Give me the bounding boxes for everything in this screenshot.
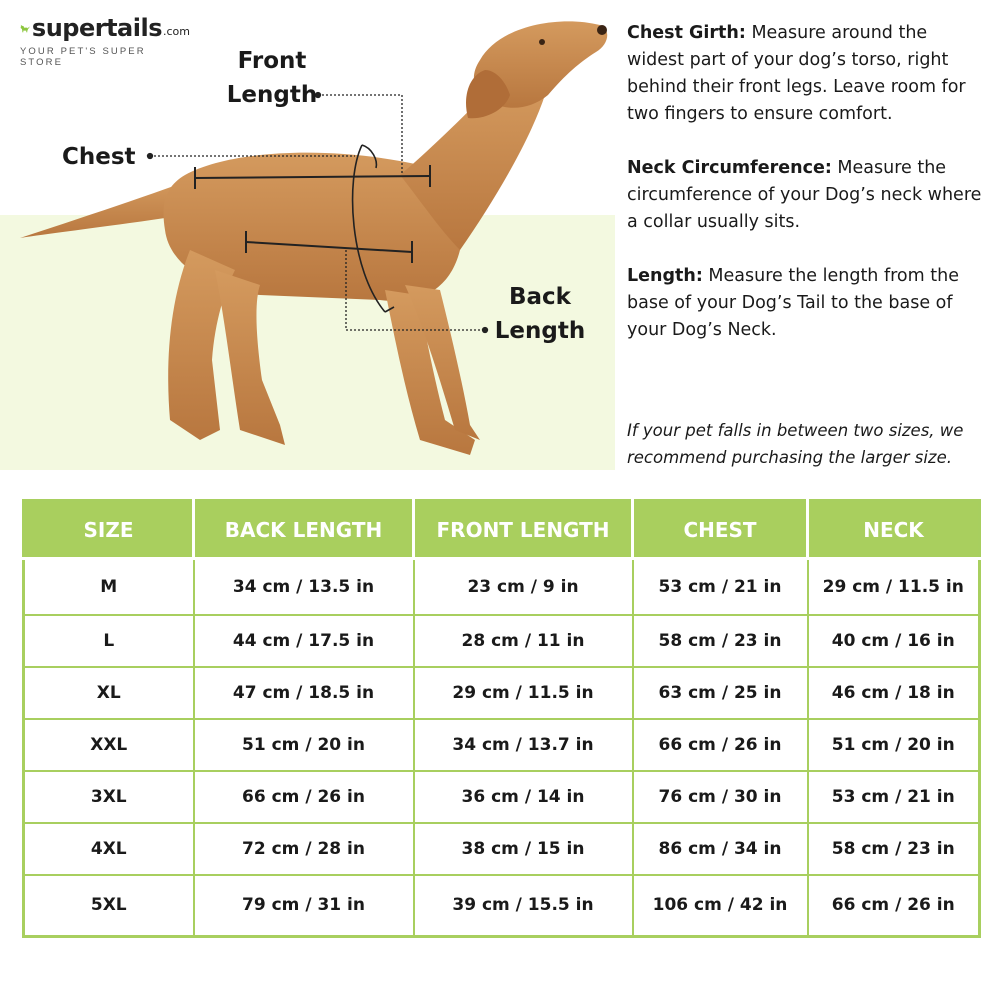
- header-front-length: FRONT LENGTH: [414, 501, 633, 559]
- cell-chest: 106 cm / 42 in: [633, 875, 808, 937]
- cell-neck: 51 cm / 20 in: [808, 719, 980, 771]
- cell-chest: 66 cm / 26 in: [633, 719, 808, 771]
- cell-chest: 86 cm / 34 in: [633, 823, 808, 875]
- cell-front-length: 23 cm / 9 in: [414, 559, 633, 615]
- instruction-text: Measure around the widest part of your dog’s torso, right behind their front legs. Leave room for two fingers to ensure comfort.: [627, 23, 966, 124]
- table-row: [24, 823, 980, 875]
- cell-neck: 53 cm / 21 in: [808, 771, 980, 823]
- cell-size: 4XL: [24, 823, 194, 875]
- cell-back-length: 44 cm / 17.5 in: [194, 615, 414, 667]
- cell-neck: 40 cm / 16 in: [808, 615, 980, 667]
- cell-front-length: 36 cm / 14 in: [414, 771, 633, 823]
- cell-size: XXL: [24, 719, 194, 771]
- brand-domain-suffix: .com: [163, 25, 190, 38]
- chest-girth-instruction: [627, 20, 989, 128]
- dog-eye: [539, 39, 545, 45]
- table-row: [24, 615, 980, 667]
- instruction-title: Neck Circumference:: [627, 158, 832, 178]
- cell-chest: 63 cm / 25 in: [633, 667, 808, 719]
- back-length-line2: Length: [494, 318, 586, 344]
- chest-callout: Chest: [62, 144, 136, 170]
- front-length-line2: Length: [226, 82, 318, 108]
- cell-size: 5XL: [24, 875, 194, 937]
- cell-neck: 58 cm / 23 in: [808, 823, 980, 875]
- cell-front-length: 34 cm / 13.7 in: [414, 719, 633, 771]
- size-chart-table: [22, 499, 981, 938]
- neck-instruction: [627, 155, 989, 236]
- cell-front-length: 28 cm / 11 in: [414, 615, 633, 667]
- brand-tagline: YOUR PET'S SUPER STORE: [20, 46, 146, 68]
- brand-name: supertails: [31, 14, 162, 42]
- table-row: [24, 719, 980, 771]
- cell-neck: 46 cm / 18 in: [808, 667, 980, 719]
- measurement-instructions: [627, 20, 989, 371]
- cell-back-length: 79 cm / 31 in: [194, 875, 414, 937]
- instruction-text: Measure the circumference of your Dog’s neck where a collar usually sits.: [627, 158, 982, 232]
- cell-neck: 66 cm / 26 in: [831, 895, 955, 916]
- cell-front-length: 29 cm / 11.5 in: [414, 667, 633, 719]
- cell-size: L: [24, 615, 194, 667]
- back-length-callout: [488, 280, 592, 348]
- back-length-line1: Back: [509, 284, 571, 310]
- header-back-length: BACK LENGTH: [194, 501, 414, 559]
- table-row: [24, 667, 980, 719]
- dog-nose: [597, 25, 607, 35]
- header-neck: NECK: [808, 501, 980, 559]
- cell-chest: 58 cm / 23 in: [633, 615, 808, 667]
- dog-measurement-illustration: [0, 0, 615, 475]
- cell-chest: 53 cm / 21 in: [633, 559, 808, 615]
- cell-back-length: 47 cm / 18.5 in: [194, 667, 414, 719]
- sizing-note: If your pet falls in between two sizes, we recommend purchasing the larger size.: [627, 421, 964, 467]
- table-row: [24, 559, 980, 615]
- table-row: [24, 875, 980, 937]
- cell-neck: 29 cm / 11.5 in: [808, 559, 980, 615]
- header-size: SIZE: [24, 501, 194, 559]
- cell-back-length: 72 cm / 28 in: [194, 823, 414, 875]
- cell-size: M: [24, 559, 194, 615]
- cell-front-length: 38 cm / 15 in: [414, 823, 633, 875]
- front-length-line1: Front: [237, 48, 307, 74]
- cell-back-length: 34 cm / 13.5 in: [194, 559, 414, 615]
- cell-front-length: 39 cm / 15.5 in: [414, 875, 633, 937]
- header-chest: CHEST: [633, 501, 808, 559]
- cell-size: XL: [24, 667, 194, 719]
- cell-size: 3XL: [24, 771, 194, 823]
- cell-back-length: 66 cm / 26 in: [194, 771, 414, 823]
- cell-back-length: 51 cm / 20 in: [194, 719, 414, 771]
- instruction-title: Chest Girth:: [627, 23, 746, 43]
- length-instruction: [627, 263, 989, 344]
- table-row: [24, 771, 980, 823]
- instruction-text: Measure the length from the base of your Dog’s Tail to the base of your Dog’s Neck.: [627, 266, 959, 340]
- cell-chest: 76 cm / 30 in: [633, 771, 808, 823]
- instruction-title: Length:: [627, 266, 703, 286]
- table-header-row: [24, 501, 980, 559]
- front-length-callout: [222, 44, 322, 112]
